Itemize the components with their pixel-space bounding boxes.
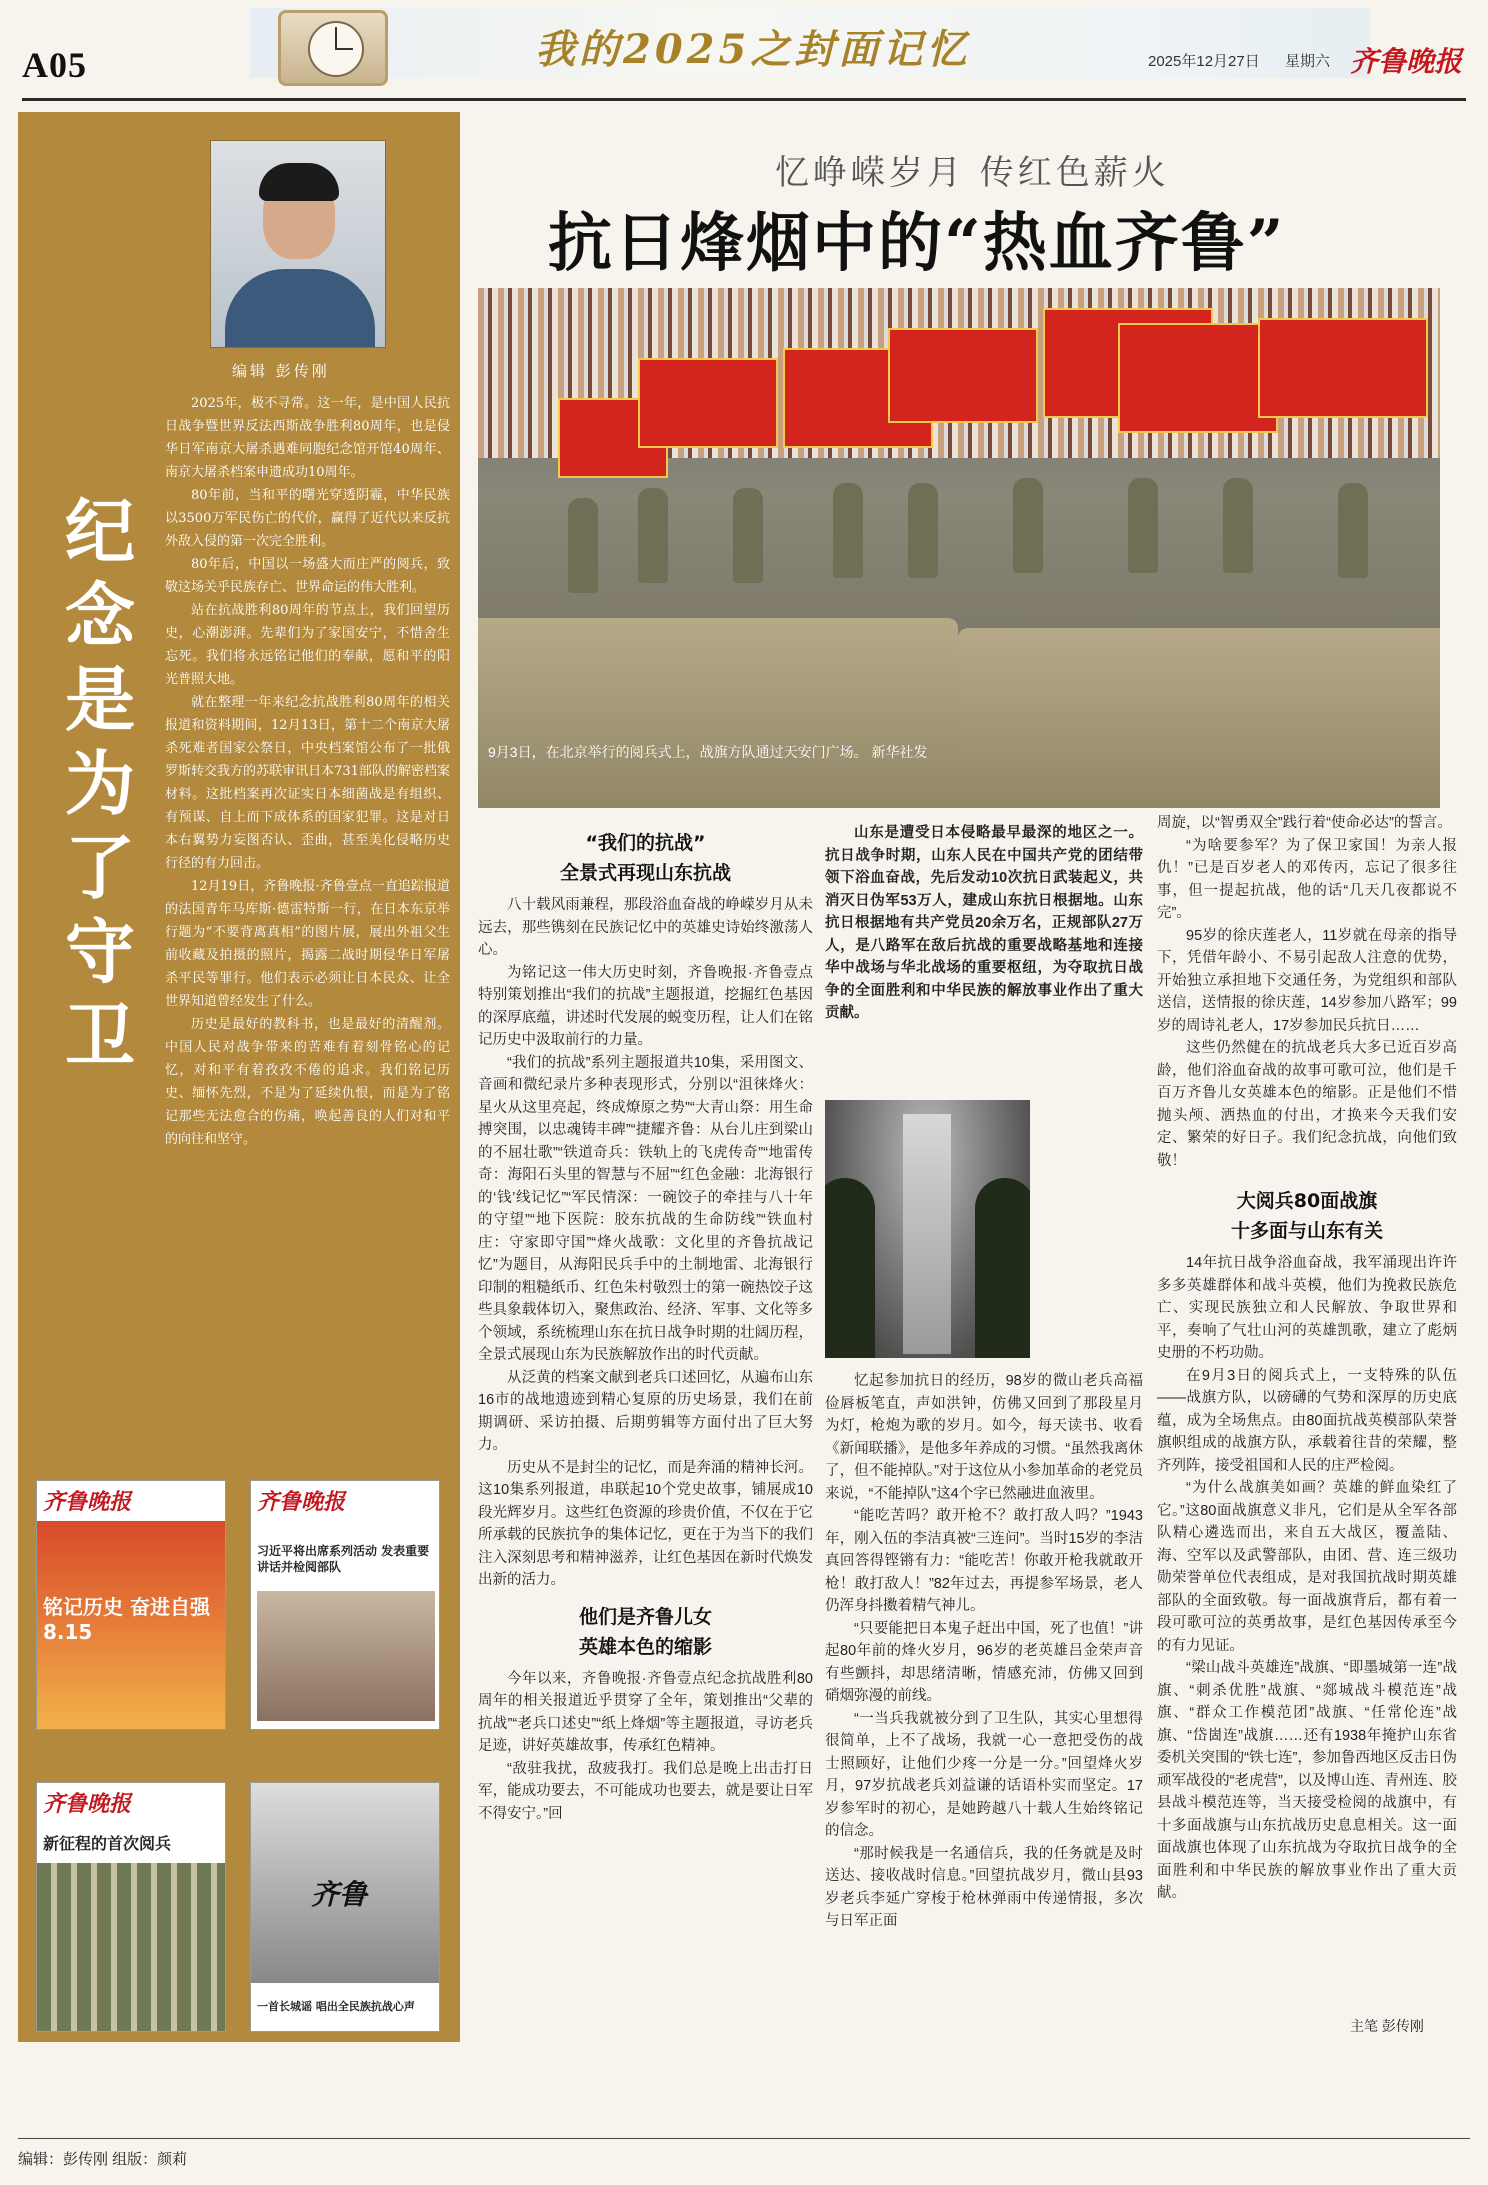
- section-title: 我的2025之封面记忆: [535, 26, 971, 73]
- thumbnail-headline: 铭记历史 奋进自强 8.15: [43, 1595, 210, 1644]
- newspaper-logo: 齐鲁晚报: [1350, 45, 1463, 78]
- article-paragraph: “为什么战旗美如画？英雄的鲜血染红了它。”这80面战旗意义非凡，它们是从全军各部队精心遴选而出，来自五大战区，覆盖陆、海、空军以及武警部队，由团、营、连三级功勋荣誉单位代表组成，是对我国抗战时期英雄部队的全面致敬。每一面战旗背后，都有着一段可歌可泣的英勇故事，是红色基因传承至今的有力见证。: [1157, 1480, 1457, 1654]
- front-page-thumbnail[interactable]: [250, 1480, 440, 1730]
- thumbnail-headline: 一首长城谣 唱出全民族抗战心声: [257, 2000, 415, 2013]
- front-page-thumbnail[interactable]: [250, 1782, 440, 2032]
- editor-credit: 编辑 彭传刚: [232, 362, 330, 380]
- article-paragraph: “一当兵我就被分到了卫生队，其实心里想得很简单，上不了战场，我就一心一意把受伤的战士照顾好，让他们少疼一分是一分。”回望烽火岁月，97岁抗战老兵刘益谦的话语朴实而坚定。17岁参军时的初心，是她跨越八十载人生始终铭记的信念。: [825, 1710, 1143, 1839]
- editor-photo: [210, 140, 386, 348]
- article-paragraph: 为铭记这一伟大历史时刻，齐鲁晚报·齐鲁壹点特别策划推出“我们的抗战”主题报道，挖掘红色基因的深厚底蕴，讲述时代发展的蜕变历程，让人们在铭记历史中汲取前行的力量。: [478, 964, 813, 1048]
- issue-date: 2025年12月27日: [1148, 53, 1260, 70]
- thumbnail-brand: 齐鲁: [311, 1878, 368, 1911]
- front-page-thumbnail[interactable]: [36, 1782, 226, 2032]
- article-paragraph: 周旋，以“智勇双全”践行着“使命必达”的誓言。: [1157, 815, 1452, 831]
- header-rule: [22, 98, 1466, 101]
- thumbnail-headline: 新征程的首次阅兵: [43, 1834, 172, 1853]
- article-paragraph: “敌驻我扰，敌疲我打。我们总是晚上出击打日军，能成功要去，不可能成功也要去，就是要让日军不得安宁。”回: [478, 1760, 813, 1822]
- vertical-headline: 纪念是为了守卫: [65, 490, 135, 1077]
- article-paragraph: 从泛黄的档案文献到老兵口述回忆，从遍布山东16市的战地遗迹到精心复原的历史场景，我们在前期调研、采访拍摄、后期剪辑等方面付出了巨大努力。: [478, 1369, 813, 1453]
- footer-rule: [18, 2138, 1470, 2139]
- article-paragraph: “能吃苦吗？敢开枪不？敢打敌人吗？”1943年，刚入伍的李洁真被“三连问”。当时15岁的李洁真回答得铿锵有力：“能吃苦！你敢开枪我就敢开枪！敢打敌人！”82年过去，再提参军场景，老人仍浑身抖擞着精气神儿。: [825, 1508, 1143, 1614]
- article-paragraph: 在9月3日的阅兵式上，一支特殊的队伍——战旗方队，以磅礴的气势和深厚的历史底蕴，成为全场焦点。由80面抗战英模部队荣誉旗帜组成的战旗方队，承载着往昔的荣耀，整齐列阵，接受祖国和人民的庄严检阅。: [1157, 1367, 1457, 1474]
- article-paragraph: “那时候我是一名通信兵，我的任务就是及时送达、接收战时信息。”回望抗战岁月，微山县93岁老兵李延广穿梭于枪林弹雨中传递情报，多次与日军正面: [825, 1845, 1143, 1929]
- editorial-paragraph: 就在整理一年来纪念抗战胜利80周年的相关报道和资料期间，12月13日，第十二个南京大屠杀死难者国家公祭日，中央档案馆公布了一批俄罗斯转交我方的苏联审讯日本731部队的解密档案材料。这批档案再次证实日本细菌战是有组织、有预谋、自上而下成体系的国家犯罪。这是对日本右翼势力妄图否认、歪曲，甚至美化侵略历史行径的有力回击。: [165, 695, 450, 871]
- article-paragraph: 历史从不是封尘的记忆，而是奔涌的精神长河。这10集系列报道，串联起10个党史故事，铺展成10段光辉岁月。这些红色资源的珍贵价值，不仅在于它所承载的民族抗争的集体记忆，更在于为当下的我们注入深刻思考和精神滋养，让红色基因在新时代焕发出新的活力。: [478, 1459, 813, 1588]
- article-headline: 抗日烽烟中的“热血齐鲁”: [548, 206, 1286, 281]
- article-paragraph: 忆起参加抗日的经历，98岁的微山老兵高福俭唇板笔直，声如洪钟，仿佛又回到了那段星月为灯，枪炮为歌的岁月。如今，每天读书、收看《新闻联播》，是他多年养成的习惯。“虽然我离休了，但不能掉队。”对于这位从小参加革命的老党员来说，“不能掉队”这4个字已然融进血液里。: [825, 1373, 1143, 1502]
- clock-icon: [278, 10, 388, 86]
- article-paragraph: “只要能把日本鬼子赶出中国，死了也值！”讲起80年前的烽火岁月，96岁的老英雄吕金荣声音有些颤抖，却思绪清晰，情感充沛，仿佛又回到硝烟弥漫的前线。: [825, 1620, 1143, 1704]
- subheading: 他们是齐鲁儿女 英雄本色的缩影: [578, 1605, 712, 1658]
- subheading: “我们的抗战” 全景式再现山东抗战: [559, 832, 731, 884]
- article-column-2: [825, 1370, 1143, 1933]
- page-number: A05: [22, 45, 87, 85]
- editorial-paragraph: 2025年，极不寻常。这一年，是中国人民抗日战争暨世界反法西斯战争胜利80周年，也是侵华日军南京大屠杀遇难同胞纪念馆开馆40周年、南京大屠杀档案申遗成功10周年。: [165, 396, 450, 480]
- editorial-paragraph: 80年前，当和平的曙光穿透阴霾，中华民族以3500万军民伤亡的代价，赢得了近代以来反抗外敌入侵的第一次完全胜利。: [165, 488, 450, 549]
- editorial-paragraph: 历史是最好的教科书，也是最好的清醒剂。中国人民对战争带来的苦难有着刻骨铭心的记忆，对和平有着孜孜不倦的追求。我们铭记历史、缅怀先烈，不是为了延续仇恨，而是为了铭记那些无法愈合的伤痛，唤起善良的人们对和平的向往和坚守。: [165, 1017, 450, 1147]
- monument-photo: [825, 1100, 1030, 1358]
- article-kicker: 忆峥嵘岁月 传红色薪火: [775, 153, 1170, 193]
- article-lead-paragraph: 山东是遭受日本侵略最早最深的地区之一。抗日战争时期，山东人民在中国共产党的团结带领下浴血奋战，先后发动10次抗日武装起义，共消灭日伪军53万人，建成山东抗日根据地。山东抗日根据地有共产党员20余万名，正规部队27万人，是八路军在敌后抗战的重要战略基地和连接华中战场与华北战场的重要枢纽，为夺取抗日战争的全面胜利和中华民族的解放事业作出了重大贡献。: [825, 825, 1143, 1021]
- author-signature: 主笔 彭传刚: [1350, 2018, 1424, 2034]
- article-paragraph: 95岁的徐庆莲老人，11岁就在母亲的指导下，凭借年龄小、不易引起敌人注意的优势，开始独立承担地下交通任务，为党组织和部队送信，送情报的徐庆莲，14岁参加八路军；99岁的周诗礼老人，17岁参加民兵抗日……: [1157, 927, 1457, 1034]
- article-paragraph: “为啥要参军？为了保卫家国！为亲人报仇！”已是百岁老人的邓传丙，忘记了很多往事，但一提起抗战，他的话“几天几夜都说不完”。: [1157, 837, 1457, 921]
- article-column-1: [478, 822, 813, 1825]
- article-paragraph: 八十载风雨兼程，那段浴血奋战的峥嵘岁月从未远去，那些镌刻在民族记忆中的英雄史诗始终激荡人心。: [478, 897, 813, 958]
- page-header: [0, 0, 1488, 102]
- editorial-paragraph: 80年后，中国以一场盛大而庄严的阅兵，致敬这场关乎民族存亡、世界命运的伟大胜利。: [165, 557, 450, 595]
- article-paragraph: “梁山战斗英雄连”战旗、“即墨城第一连”战旗、“刺杀优胜”战旗、“郯城战斗模范连”战旗、“群众工作模范团”战旗、“任常伦连”战旗、“岱崮连”战旗……还有1938年掩护山东省委机关突围的“铁七连”，参加鲁西地区反击日伪顽军战役的“老虎营”，以及博山连、青州连、胶县战斗模范连等，当天接受检阅的战旗中，有十多面战旗与山东抗战历史息息相关。这一面面战旗也体现了山东抗战为夺取抗日战争的全面胜利和中华民族的解放事业作出了重大贡献。: [1157, 1660, 1457, 1901]
- article-paragraph: 今年以来，齐鲁晚报·齐鲁壹点纪念抗战胜利80周年的相关报道近乎贯穿了全年，策划推出“父辈的抗战”“老兵口述史”“纸上烽烟”等主题报道，寻访老兵足迹，讲好英雄故事，传承红色精神。: [478, 1670, 813, 1754]
- thumbnail-brand: 齐鲁晚报: [257, 1489, 346, 1515]
- article-lead: [825, 822, 1143, 1025]
- editorial-text: [165, 392, 450, 1151]
- subheading: 大阅兵80面战旗 十多面与山东有关: [1230, 1190, 1383, 1242]
- thumbnail-headline: 习近平将出席系列活动 发表重要讲话并检阅部队: [257, 1544, 430, 1574]
- thumbnail-brand: 齐鲁晚报: [43, 1489, 132, 1515]
- article-paragraph: 14年抗日战争浴血奋战，我军涌现出许许多多英雄群体和战斗英模，他们为挽救民族危亡、实现民族独立和人民解放、争取世界和平，奏响了气壮山河的英雄凯歌，建立了彪炳史册的不朽功勋。: [1157, 1255, 1457, 1361]
- article-paragraph: “我们的抗战”系列主题报道共10集，采用图文、音画和微纪录片多种表现形式，分别以“沮徕烽火：星火从这里亮起，终成燎原之势”“大青山祭：用生命搏突围，以忠魂铸丰碑”“捷耀齐鲁：从台儿庄到梁山的不屈壮歌”“铁道奇兵：铁轨上的飞虎传奇”“地雷传奇：海阳石头里的智慧与不屈”“红色金融：北海银行的‘钱’线记忆”“军民情深：一碗饺子的牵挂与八十年的守望”“地下医院：胶东抗战的生命防线”“铁血村庄：守家即守国”“烽火战歌：文化里的齐鲁抗战记忆”为题目，从海阳民兵手中的土制地雷、北海银行印制的粗糙纸币、红色朱村敬烈士的第一碗热饺子这些具象载体切入，聚焦政治、经济、军事、文化等多个领域，系统梳理山东在抗日战争时期的壮阔历程，全景式展现山东为民族解放作出的时代贡献。: [478, 1054, 813, 1363]
- photo-caption: 9月3日，在北京举行的阅兵式上，战旗方队通过天安门广场。 新华社发: [488, 744, 928, 760]
- parade-photo: [478, 288, 1440, 808]
- article-paragraph: 这些仍然健在的抗战老兵大多已近百岁高龄，他们浴血奋战的故事可歌可泣，他们是千百万齐鲁儿女英雄本色的缩影。正是他们不惜抛头颅、洒热血的付出，才换来今天我们安定、繁荣的好日子。我们纪念抗战，向他们致敬！: [1157, 1040, 1457, 1169]
- footer-credits: 编辑：彭传刚 组版：颜莉: [18, 2151, 188, 2168]
- thumbnail-brand: 齐鲁晚报: [43, 1791, 132, 1817]
- editorial-paragraph: 站在抗战胜利80周年的节点上，我们回望历史，心潮澎湃。先辈们为了家国安宁，不惜舍生忘死。我们将永远铭记他们的奉献，愿和平的阳光普照大地。: [165, 603, 450, 687]
- issue-weekday: 星期六: [1285, 53, 1331, 70]
- editorial-paragraph: 12月19日，齐鲁晚报·齐鲁壹点一直追踪报道的法国青年马库斯·德雷特斯一行，在日本东京举行题为“不要背离真相”的图片展，展出外祖父生前收藏及拍摄的照片，揭露二战时期侵华日军屠杀平民等罪行。他们表示必须让日本民众、让全世界知道曾经发生了什么。: [165, 879, 450, 1009]
- article-column-3: [1157, 812, 1457, 1905]
- front-page-thumbnail[interactable]: [36, 1480, 226, 1730]
